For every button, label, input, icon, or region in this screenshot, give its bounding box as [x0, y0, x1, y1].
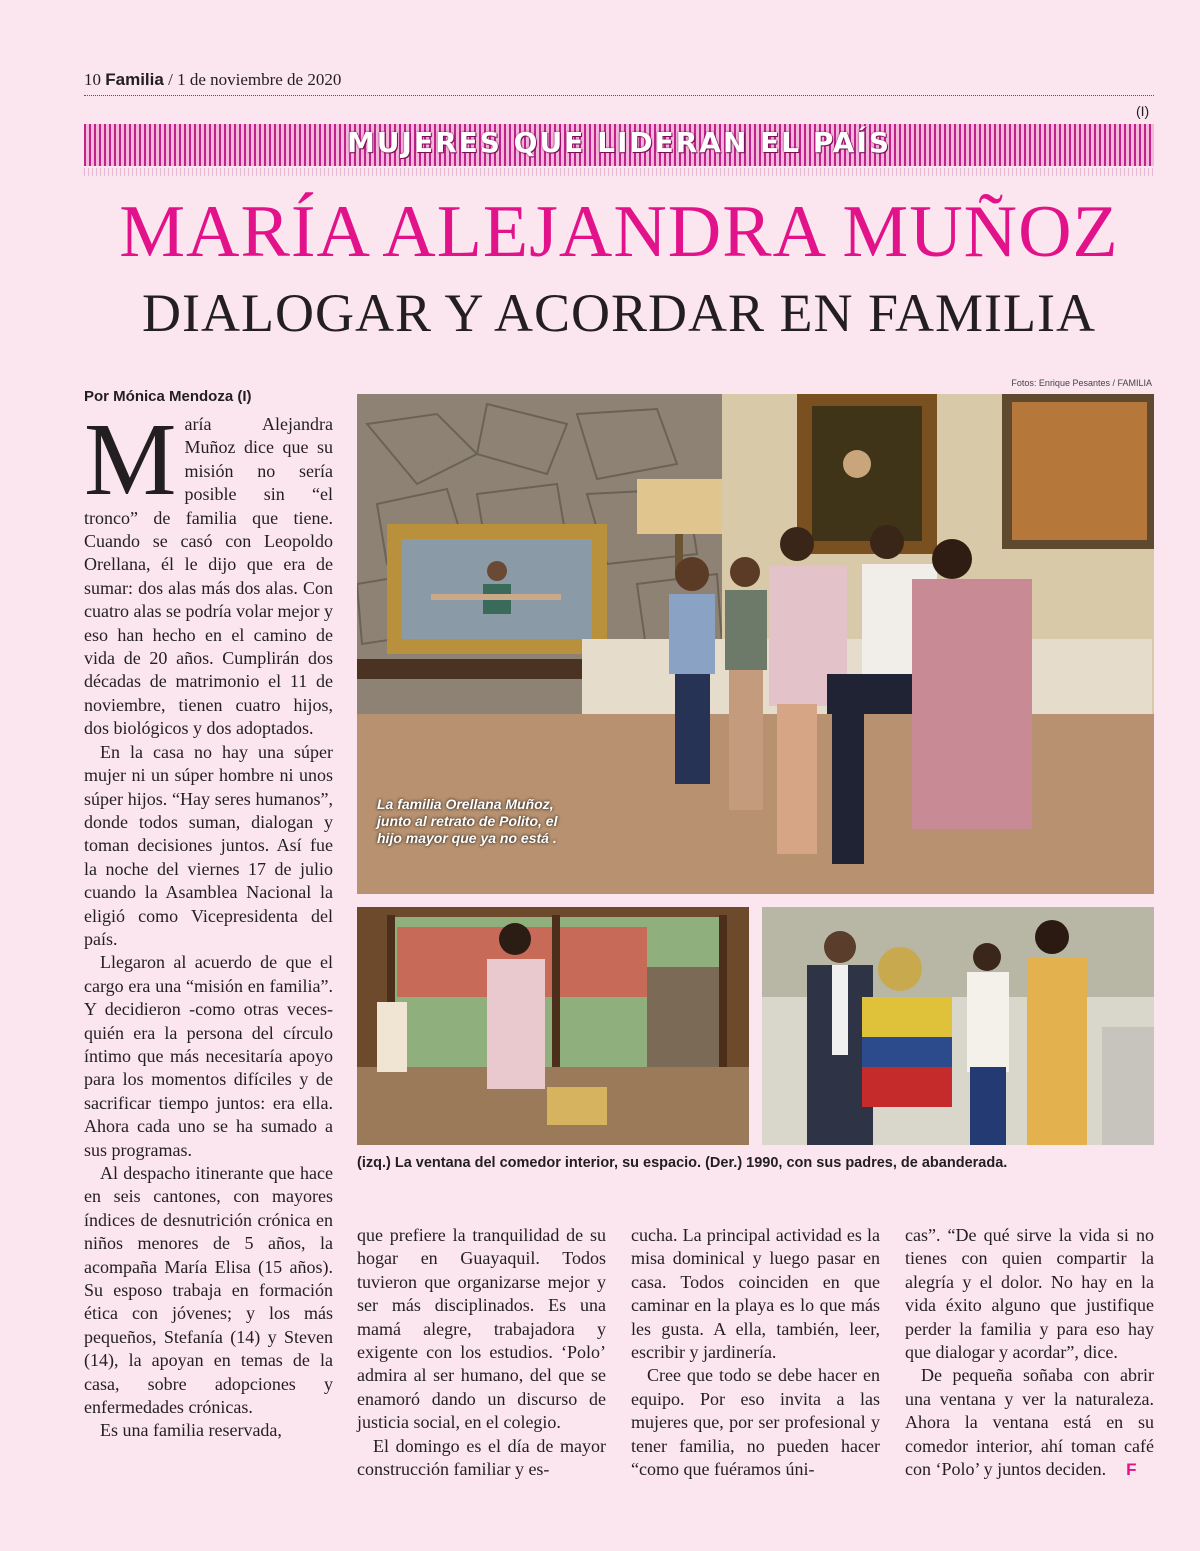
band-texture: [84, 168, 1154, 176]
photo-caption-main: La familia Orellana Muñoz, junto al retrato de Polito, el hijo mayor que ya no está .: [377, 796, 558, 846]
byline: Por Mónica Mendoza (I): [84, 388, 252, 405]
flag-bearer-1990-illustration: [762, 907, 1154, 1145]
article-paragraph: cas”. “De qué sirve la vida si no tienes con quien compartir la alegría y el dolor. No hay en la vida éxito alguno que justifique perder la familia y para eso hay que dialogar y acordar”, dice.: [905, 1225, 1154, 1363]
dining-window-photo: [357, 907, 749, 1145]
photo-credit: Fotos: Enrique Pesantes / FAMILIA: [1011, 378, 1152, 388]
article-paragraph: En la casa no hay una súper mujer ni un súper hombre ni unos súper hijos. “Hay seres humanos”, donde todos suman, dialogan y toman decisiones juntos. Así fue la noche del viernes 17 de julio cuando la Asamblea Nacional la eligió como Vicepresidenta del país.: [84, 741, 333, 949]
subheadline: DIALOGAR Y ACORDAR EN FAMILIA: [142, 283, 1096, 343]
article-column-1: [84, 402, 333, 1443]
header-rule: [84, 95, 1154, 96]
issue-marker: (I): [1136, 103, 1150, 119]
article-paragraph: [84, 402, 333, 741]
article-paragraph: Llegaron al acuerdo de que el cargo era una “misión en familia”. Y decidieron -como otras veces- quién era la persona del círculo íntimo que más necesitaría apoyo para los momentos difíciles y de sacrificar tiempo juntos: era ella. Ahora cada uno se ha sumado a sus programas.: [84, 952, 333, 1160]
paragraph-text: De pequeña soñaba con abrir una ventana y ver la naturaleza. Ahora la ventana está en su comedor interior, ahí toman café con ‘Polo’ y juntos deciden.: [905, 1365, 1154, 1480]
article-column-4: [905, 1224, 1154, 1481]
section-label: MUJERES QUE LIDERAN EL PAÍS: [346, 126, 892, 159]
article-paragraph: que prefiere la tranquilidad de su hogar en Guayaquil. Todos tuvieron que organizarse mejor y ser más disciplinados. Es una mamá alegre, trabajadora y exigente con los estudios. ‘Polo’ admira al ser humano, del que se enamoró dando un discurso de justicia social, en el colegio.: [357, 1225, 606, 1433]
headline: MARÍA ALEJANDRA MUÑOZ: [119, 191, 1119, 273]
article-paragraph: cucha. La principal actividad es la misa dominical y luego pasar en casa. Todos coinciden en que caminar en la playa es lo que más les gusta. A ella, también, leer, escribir y jardinería.: [631, 1225, 880, 1363]
paragraph-text: aría Alejandra Muñoz dice que su misión no sería posible sin “el tronco” de familia que tiene. Cuando se casó con Leopoldo Orellana, él le dijo que era de sumar: dos alas más dos alas. Con cuatro alas se podría volar mejor y eso han hecho en el camino de vida de 20 años. Cumplirán dos décadas de matrimonio el 11 de noviembre, tienen cuatro hijos, dos biológicos y dos adoptados.: [84, 414, 333, 739]
dining-window-illustration: [357, 907, 749, 1145]
flag-bearer-1990-photo: [762, 907, 1154, 1145]
section-name: Familia: [105, 70, 164, 89]
issue-date: / 1 de noviembre de 2020: [168, 70, 342, 89]
article-paragraph: El domingo es el día de mayor construcción familiar y es-: [357, 1435, 606, 1480]
page-folio: [84, 70, 341, 90]
article-paragraph: Cree que todo se debe hacer en equipo. Por eso invita a las mujeres que, por ser profesional y tener familia, no pueden hacer “como que fuéramos úni-: [631, 1365, 880, 1480]
drop-cap: M: [84, 402, 177, 517]
end-mark-icon: F: [1126, 1460, 1137, 1480]
article-paragraph: [905, 1364, 1154, 1481]
article-column-2: [357, 1224, 606, 1481]
page-number: 10: [84, 70, 101, 89]
article-column-3: [631, 1224, 880, 1481]
article-paragraph: Al despacho itinerante que hace en seis cantones, con mayores índices de desnutrición crónica en niños menores de 5 años, la acompaña María Elisa (15 años). Su esposo trabaja en formación ética con jóvenes; y los más pequeños, Stefanía (14) y Steven (14), la apoyan en temas de la casa, sobre adopciones y enfermedades crónicas.: [84, 1163, 333, 1418]
article-paragraph: Es una familia reservada,: [100, 1420, 282, 1441]
photo-caption-bottom: (izq.) La ventana del comedor interior, su espacio. (Der.) 1990, con sus padres, de abanderada.: [357, 1155, 1008, 1171]
